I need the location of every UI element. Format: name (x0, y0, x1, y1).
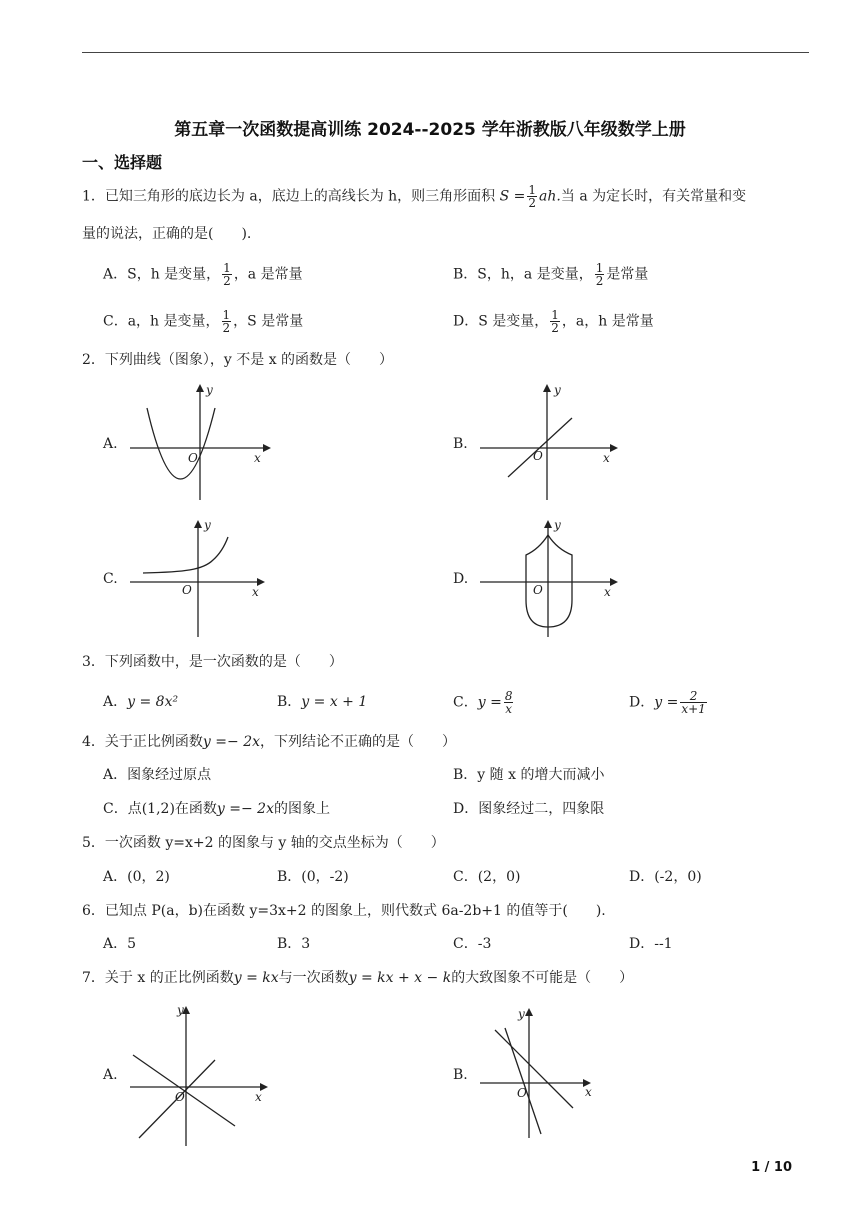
x-label: x (603, 451, 610, 465)
q3-option-d-fraction (680, 690, 706, 715)
half-fraction (222, 309, 232, 334)
half-num: 1 (223, 261, 231, 275)
q3-c-den: x (505, 702, 513, 716)
exponential-curve (143, 537, 228, 573)
y-arrow-icon (525, 1008, 533, 1016)
origin-label: O (188, 451, 198, 465)
q5-option-c[interactable]: C．(2，0) (453, 869, 521, 885)
q2-graph-d (475, 515, 625, 640)
x-arrow-icon (610, 444, 618, 452)
q3-option-d-letter: D． (629, 694, 655, 711)
q7-stem-math-2: y = kx + x − k (348, 970, 452, 986)
q1-option-a-text-b: ，a 是常量 (233, 266, 303, 283)
y-arrow-icon (196, 384, 204, 392)
q4-option-c[interactable] (103, 799, 330, 819)
q5-option-a[interactable]: A．(0，2) (103, 869, 170, 885)
q1-stem-part-b: 当 a 为定长时，有关常量和变 (560, 188, 747, 205)
q1-formula-den: 2 (528, 196, 537, 210)
q7-option-a-label[interactable]: A. (103, 1067, 118, 1083)
q4-stem-part-a: 4．关于正比例函数 (82, 734, 203, 750)
q3-option-a[interactable] (103, 692, 178, 712)
origin-label: O (533, 583, 543, 597)
q1-option-a-text: A．S，h 是变量， (103, 266, 221, 283)
q7-graph-b (475, 998, 625, 1143)
half-den: 2 (222, 321, 231, 335)
q1-option-b-text-b: 是常量 (606, 266, 649, 283)
origin-label: O (533, 449, 543, 463)
y-label: y (204, 518, 211, 532)
half-den: 2 (223, 274, 231, 288)
x-label: x (585, 1085, 592, 1099)
q7-stem-part-b: 与一次函数 (278, 970, 349, 986)
q3-option-b-math: y = x + 1 (301, 694, 368, 710)
y-label: y (554, 383, 561, 397)
half-den: 2 (551, 321, 559, 335)
question-2-stem: 2．下列曲线（图象），y 不是 x 的函数是（ ） (82, 352, 394, 368)
origin-label: O (175, 1090, 185, 1104)
q4-option-b[interactable]: B．y 随 x 的增大而减小 (453, 767, 605, 783)
q3-option-b[interactable] (277, 692, 367, 712)
q1-option-d[interactable] (453, 309, 654, 334)
line-graph-1 (495, 1030, 573, 1108)
q4-option-c-text: C．点(1,2)在函数 (103, 801, 217, 817)
y-arrow-icon (544, 520, 552, 528)
q1-stem-part-a: 1．已知三角形的底边长为 a，底边上的高线长为 h，则三角形面积 (82, 188, 496, 205)
q1-option-b[interactable] (453, 262, 648, 287)
question-6-stem: 6．已知点 P(a，b)在函数 y=3x+2 的图象上，则代数式 6a-2b+1 的值等于( ). (82, 903, 606, 919)
q2-option-b-label[interactable]: B. (453, 436, 468, 452)
q7-stem-math-1: y = kx (233, 970, 279, 986)
x-label: x (254, 451, 261, 465)
q4-stem-part-b: ，下列结论不正确的是（ ） (260, 734, 456, 750)
q3-option-c-letter: C． (453, 694, 478, 711)
x-arrow-icon (610, 578, 618, 586)
q3-option-b-letter: B． (277, 694, 302, 710)
q3-option-c[interactable] (453, 690, 515, 715)
y-arrow-icon (543, 384, 551, 392)
q3-option-d-math: y = (654, 694, 679, 711)
q2-option-a-label[interactable]: A. (103, 436, 118, 452)
y-arrow-icon (194, 520, 202, 528)
q1-option-c-text: C．a，h 是变量， (103, 313, 220, 330)
q6-option-b[interactable]: B．3 (277, 936, 311, 952)
q1-formula-rhs: ah. (539, 188, 561, 205)
q1-formula-num: 1 (528, 183, 537, 197)
question-4-stem (82, 732, 456, 752)
q2-graph-c (125, 515, 275, 640)
q6-option-c[interactable]: C．-3 (453, 936, 492, 952)
question-5-stem: 5．一次函数 y=x+2 的图象与 y 轴的交点坐标为（ ） (82, 835, 445, 851)
question-3-stem: 3．下列函数中，是一次函数的是（ ） (82, 654, 343, 670)
page-number: 1 / 10 (751, 1160, 792, 1175)
question-1-stem-cont: 量的说法，正确的是( ). (82, 226, 252, 242)
y-label: y (206, 383, 213, 397)
y-label: y (518, 1007, 525, 1021)
q6-option-d[interactable]: D．--1 (629, 936, 673, 952)
q3-option-a-math: y = 8x² (127, 694, 179, 710)
q7-graph-a (125, 998, 275, 1150)
q5-option-d[interactable]: D．(-2，0) (629, 869, 702, 885)
q4-option-c-math: y =− 2x (216, 801, 274, 817)
q3-d-num: 2 (680, 690, 706, 703)
half-den: 2 (595, 274, 604, 288)
half-fraction (550, 309, 560, 334)
q7-stem-part-a: 7．关于 x 的正比例函数 (82, 970, 234, 986)
x-label: x (604, 585, 611, 599)
q7-stem-part-c: 的大致图象不可能是（ ） (451, 970, 634, 986)
question-7-stem (82, 968, 633, 988)
q4-option-c-text-b: 的图象上 (273, 801, 330, 817)
q3-option-a-letter: A． (103, 694, 128, 710)
q2-option-d-label[interactable]: D. (453, 571, 469, 587)
q7-option-b-label[interactable]: B. (453, 1067, 468, 1083)
q3-option-c-fraction (504, 690, 514, 715)
half-fraction (595, 262, 605, 287)
q1-formula-fraction (527, 184, 537, 209)
q4-option-d[interactable]: D．图象经过二，四象限 (453, 801, 605, 817)
page-title: 第五章一次函数提高训练 2024--2025 学年浙教版八年级数学上册 (174, 120, 686, 140)
q4-stem-math: y =− 2x (202, 734, 260, 750)
question-1-stem (82, 184, 746, 209)
x-label: x (252, 585, 259, 599)
q3-option-c-math: y = (477, 694, 502, 711)
q1-option-a[interactable] (103, 262, 303, 287)
half-num: 1 (595, 261, 604, 275)
header-rule (82, 52, 809, 53)
q1-option-d-text: D．S 是变量， (453, 313, 549, 330)
q1-option-c-text-b: ，S 是常量 (233, 313, 304, 330)
y-label: y (554, 518, 561, 532)
half-num: 1 (551, 308, 559, 322)
q1-formula-lhs: S = (499, 188, 526, 205)
q2-graph-a (125, 380, 275, 505)
y-label: y (177, 1003, 184, 1017)
line-graph-2 (505, 1028, 541, 1134)
half-fraction (222, 262, 232, 287)
q4-option-a[interactable]: A．图象经过原点 (103, 767, 212, 783)
x-label: x (255, 1090, 262, 1104)
q3-c-num: 8 (504, 689, 513, 703)
shield-shaped-curve (526, 535, 572, 627)
section-heading: 一、选择题 (82, 153, 163, 172)
q3-option-d[interactable] (629, 690, 709, 715)
q1-option-d-text-b: ，a，h 是常量 (561, 313, 654, 330)
q1-option-c[interactable] (103, 309, 303, 334)
x-arrow-icon (263, 444, 271, 452)
q1-option-b-text: B．S，h，a 是变量， (453, 266, 593, 283)
q3-d-den: x+1 (681, 702, 706, 716)
q2-graph-b (475, 380, 625, 505)
origin-label: O (517, 1086, 527, 1100)
parabola-curve (147, 408, 215, 479)
q6-option-a[interactable]: A．5 (103, 936, 137, 952)
half-num: 1 (222, 308, 231, 322)
origin-label: O (182, 583, 192, 597)
q5-option-b[interactable]: B．(0，-2) (277, 869, 349, 885)
q2-option-c-label[interactable]: C. (103, 571, 118, 587)
